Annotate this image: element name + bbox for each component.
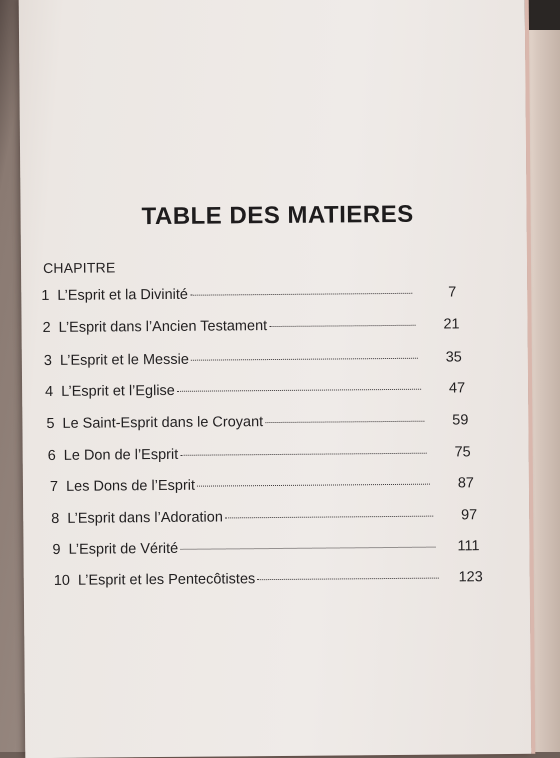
page-number: 75 xyxy=(454,444,471,461)
page-number: 7 xyxy=(448,284,457,301)
chapter-number: 2 xyxy=(42,319,51,337)
book-page xyxy=(19,0,532,758)
chapter-title: L’Esprit dans l’Adoration xyxy=(67,509,223,527)
dot-leader xyxy=(180,547,435,550)
chapter-number: 1 xyxy=(41,287,50,305)
dot-leader xyxy=(257,578,439,581)
chapter-number: 7 xyxy=(49,478,59,495)
toc-entry-8 xyxy=(51,507,477,533)
page-number: 35 xyxy=(445,349,462,366)
chapter-column-label: CHAPITRE xyxy=(42,259,116,277)
chapter-title: L’Esprit et le Messie xyxy=(59,351,189,369)
toc-entry-9 xyxy=(52,538,479,564)
dot-leader xyxy=(177,389,421,392)
chapter-number: 8 xyxy=(51,510,60,527)
page-number: 123 xyxy=(458,569,483,586)
chapter-number: 3 xyxy=(43,352,53,370)
toc-entry-1 xyxy=(41,284,456,310)
chapter-title: L’Esprit et les Pentecôtistes xyxy=(77,571,256,589)
toc-entry-3 xyxy=(44,349,462,375)
toc-entry-7 xyxy=(50,475,474,501)
chapter-title: L’Esprit dans l’Ancien Testament xyxy=(58,318,268,336)
chapter-number: 10 xyxy=(53,572,70,589)
dot-leader xyxy=(190,293,412,296)
dot-leader xyxy=(269,325,415,327)
toc-list xyxy=(19,0,532,758)
chapter-title: Le Don de l’Esprit xyxy=(63,446,179,464)
chapter-number: 5 xyxy=(46,415,55,432)
dot-leader xyxy=(225,516,433,519)
page-number: 97 xyxy=(461,507,478,524)
page-number: 87 xyxy=(457,475,475,492)
chapter-title: Les Dons de l’Esprit xyxy=(65,477,196,495)
page-number: 59 xyxy=(452,412,469,429)
toc-entry-4 xyxy=(45,380,465,406)
toc-entry-5 xyxy=(46,412,468,438)
dot-leader xyxy=(191,358,418,361)
page-title: TABLE DES MATIERES xyxy=(141,200,414,231)
chapter-title: L’Esprit et la Divinité xyxy=(57,286,188,304)
chapter-title: Le Saint-Esprit dans le Croyant xyxy=(62,414,264,432)
page-number: 21 xyxy=(443,316,460,333)
page-number: 111 xyxy=(457,538,480,555)
chapter-number: 4 xyxy=(45,383,54,401)
toc-entry-6 xyxy=(48,444,471,470)
dot-leader xyxy=(265,421,424,423)
chapter-title: L’Esprit de Vérité xyxy=(68,540,179,558)
dot-leader xyxy=(197,484,430,487)
toc-entry-10 xyxy=(54,569,483,595)
chapter-number: 6 xyxy=(47,447,56,464)
page-number: 47 xyxy=(448,380,466,397)
chapter-title: L’Esprit et l’Eglise xyxy=(61,382,175,400)
toc-entry-2 xyxy=(43,316,460,342)
dot-leader xyxy=(180,453,426,456)
chapter-number: 9 xyxy=(52,541,61,558)
